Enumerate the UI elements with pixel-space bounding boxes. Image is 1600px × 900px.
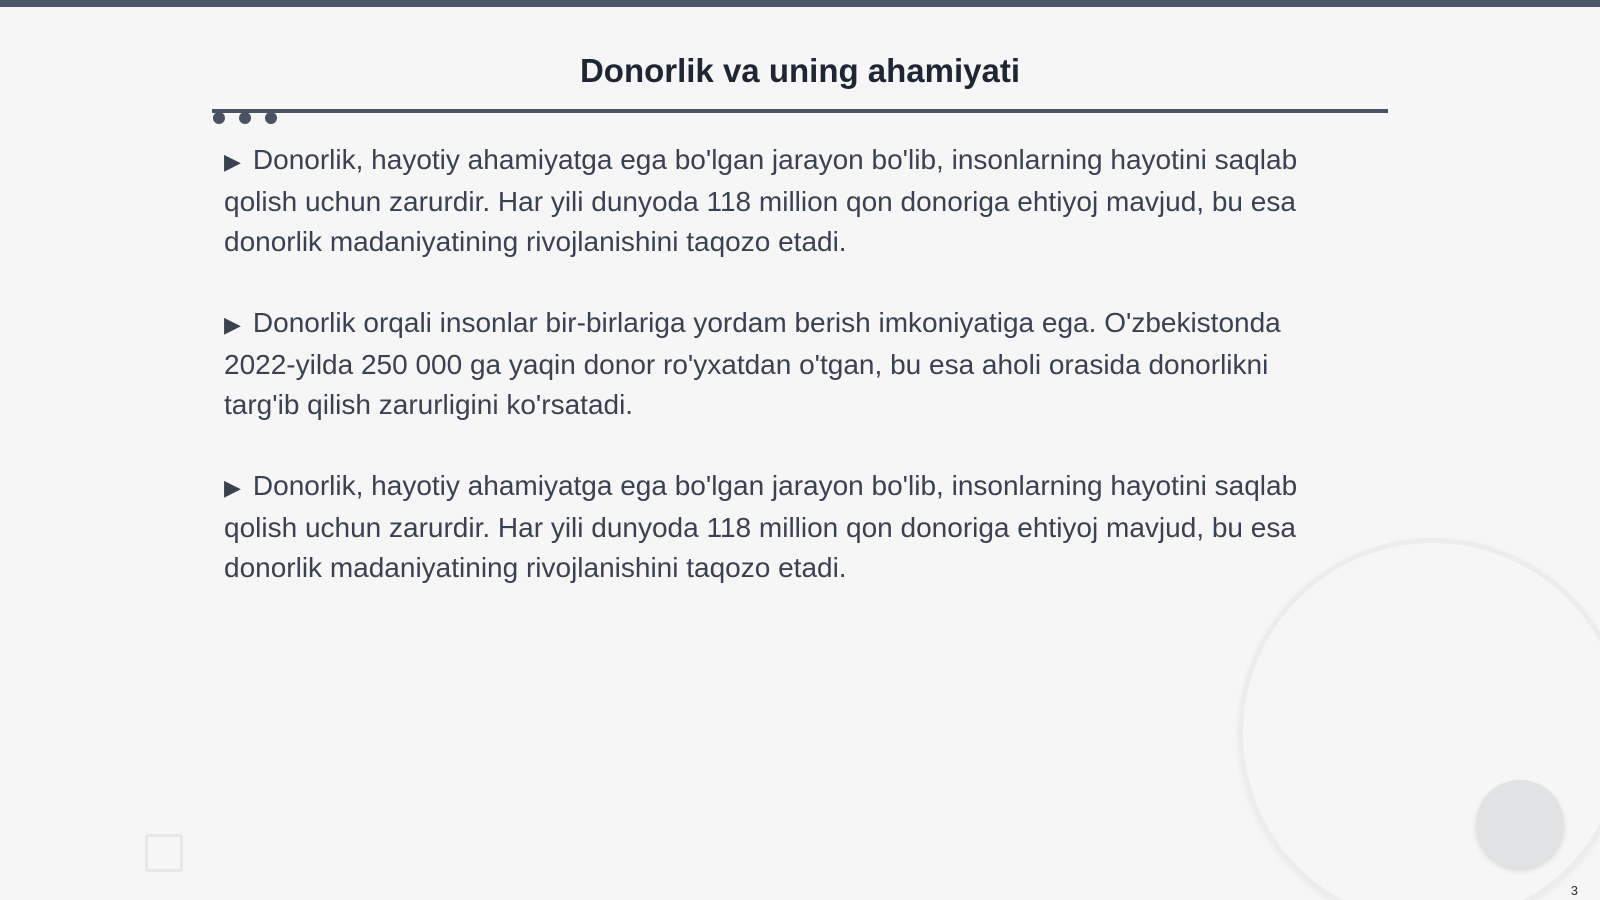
bullet-item	[224, 466, 1334, 588]
bullet-text: Donorlik orqali insonlar bir-birlariga yordam berish imkoniyatiga ega. O'zbekistonda 2022-yilda 250 000 ga yaqin donor ro'yxatdan o'tgan, bu esa aholi orasida donorlikni targ'ib qilish zarurligini ko'rsatadi.	[224, 307, 1281, 420]
bullet-text: Donorlik, hayotiy ahamiyatga ega bo'lgan jarayon bo'lib, insonlarning hayotini saqlab qolish uchun zarurdir. Har yili dunyoda 118 million qon donoriga ehtiyoj mavjud, bu esa donorlik madaniyatining rivojlanishini taqozo etadi.	[224, 470, 1298, 583]
triangle-bullet-icon: ▶	[224, 312, 241, 337]
page-number: 3	[1570, 883, 1578, 898]
triangle-bullet-icon: ▶	[224, 149, 241, 174]
underline-dot	[213, 112, 225, 124]
decorative-dot	[1476, 780, 1564, 868]
decorative-square	[145, 834, 183, 872]
bullet-text: Donorlik, hayotiy ahamiyatga ega bo'lgan jarayon bo'lib, insonlarning hayotini saqlab qolish uchun zarurdir. Har yili dunyoda 118 million qon donoriga ehtiyoj mavjud, bu esa donorlik madaniyatining rivojlanishini taqozo etadi.	[224, 144, 1298, 257]
underline-dot	[265, 112, 277, 124]
top-accent-bar	[0, 0, 1600, 7]
bullet-item	[224, 303, 1334, 425]
underline-dot	[239, 112, 251, 124]
bullet-item	[224, 140, 1334, 262]
bullet-list	[224, 140, 1334, 629]
triangle-bullet-icon: ▶	[224, 475, 241, 500]
title-underline	[212, 109, 1388, 113]
slide-title: Donorlik va uning ahamiyati	[579, 52, 1021, 89]
